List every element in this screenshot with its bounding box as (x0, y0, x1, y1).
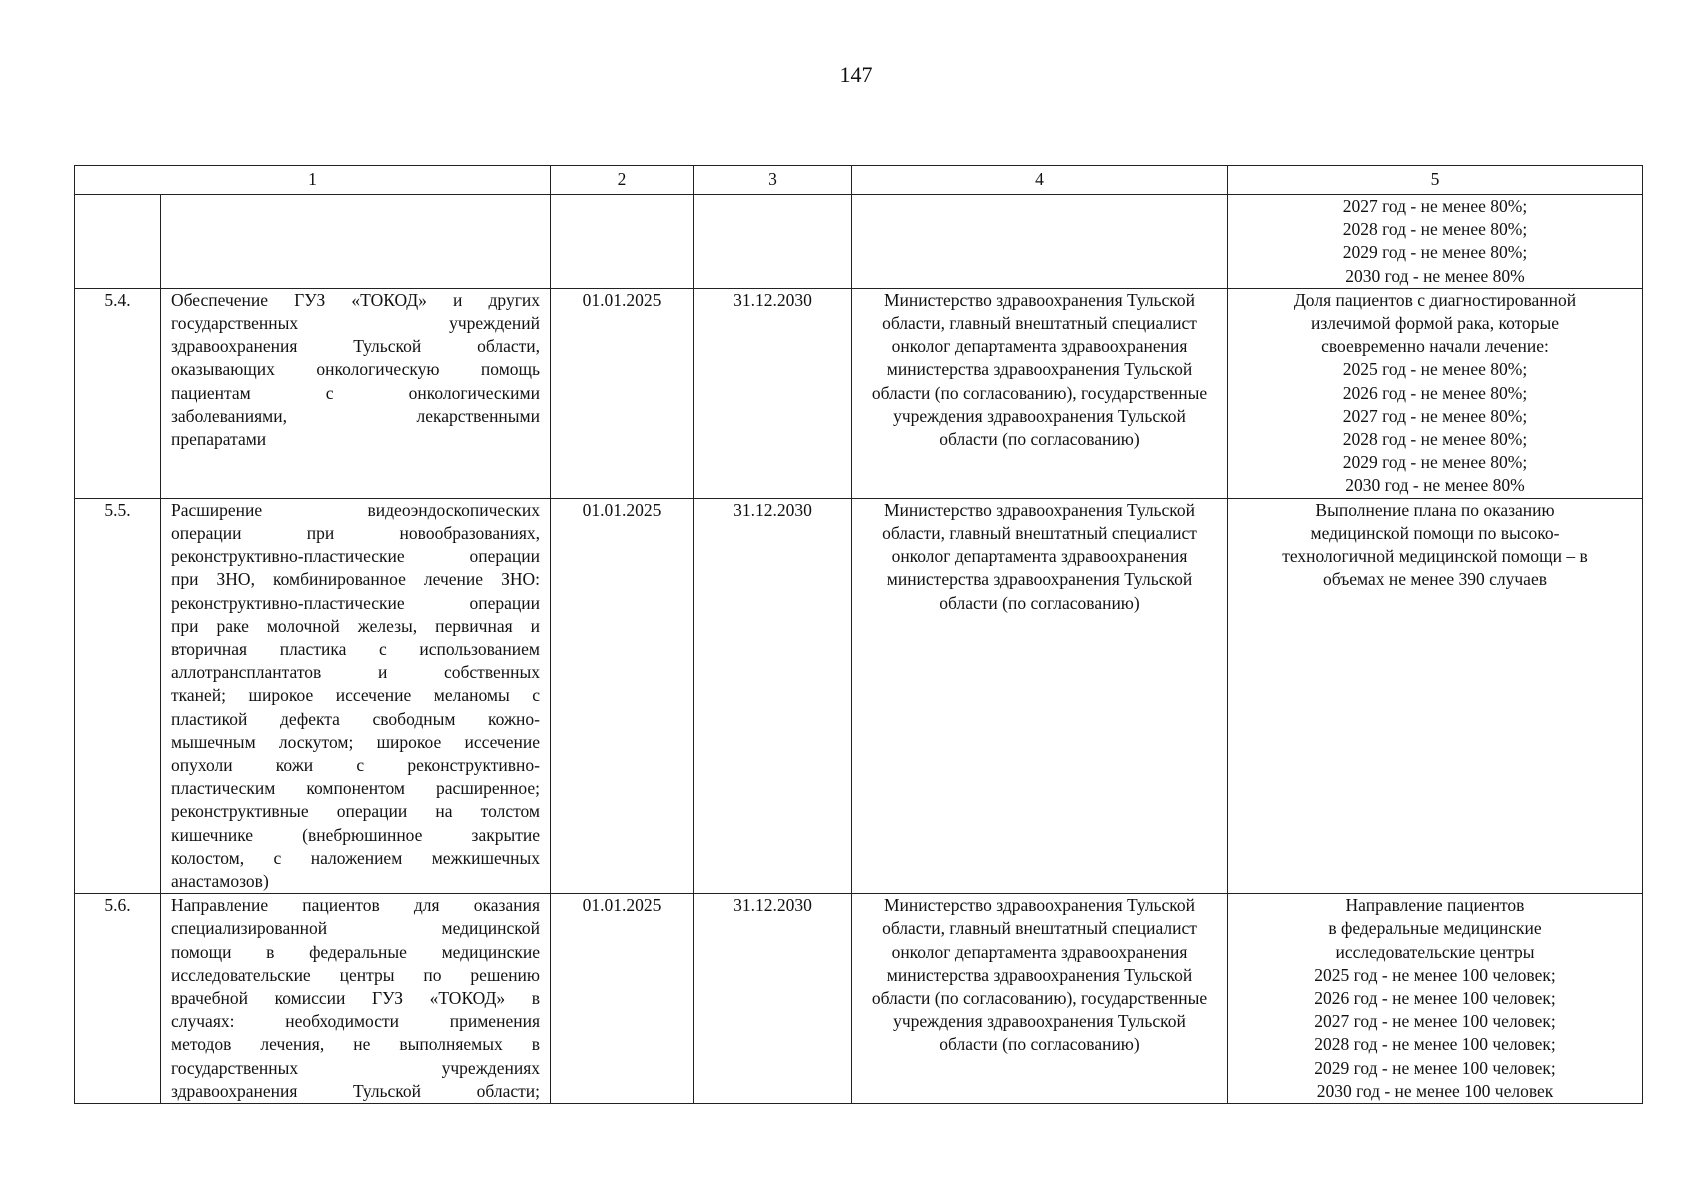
header-col-5: 5 (1228, 166, 1643, 195)
header-col-1: 1 (75, 166, 551, 195)
description-line: Направление пациентов для оказания (171, 895, 540, 916)
description-line: реконструктивные операции на толстом (171, 801, 540, 822)
start-date: 01.01.2025 (551, 498, 694, 893)
description-line: мышечным лоскутом; широкое иссечение (171, 731, 540, 752)
description-line: оказывающих онкологическую помощь (171, 359, 540, 380)
description-line: тканей; широкое иссечение меланомы с (171, 685, 540, 706)
header-col-2: 2 (551, 166, 694, 195)
description-line: опухоли кожи с реконструктивно- (171, 755, 540, 776)
description-line: специализированной медицинской (171, 918, 540, 939)
description-line: методов лечения, не выполняемых в (171, 1034, 540, 1055)
row-number: 5.4. (75, 288, 161, 498)
result-line: 2029 год - не менее 80%; (1342, 242, 1528, 263)
description-line: реконструктивно-пластические операции (171, 592, 540, 613)
end-date: 31.12.2030 (694, 498, 852, 893)
start-date (551, 195, 694, 289)
description-line: операции при новообразованиях, (171, 523, 540, 544)
responsible-executor (852, 195, 1228, 289)
result-line: 2028 год - не менее 80%; (1342, 219, 1528, 240)
result-line: 2026 год - не менее 100 человек; (1314, 988, 1556, 1009)
result-line: Направление пациентов (1345, 895, 1525, 916)
start-date: 01.01.2025 (551, 288, 694, 498)
expected-result (1228, 498, 1643, 893)
description-line: реконструктивно-пластические операции (171, 546, 540, 567)
result-line: 2030 год - не менее 100 человек (1316, 1080, 1554, 1101)
description-line: заболеваниями, лекарственными (171, 405, 540, 426)
result-line: 2025 год - не менее 100 человек; (1314, 964, 1556, 985)
result-line: 2029 год - не менее 100 человек; (1314, 1057, 1556, 1078)
expected-result (1228, 288, 1643, 498)
description-line: препаратами (171, 429, 267, 450)
description-line: вторичная пластика с использованием (171, 639, 540, 660)
result-line: в федеральные медицинские (1328, 918, 1542, 939)
table-row (75, 498, 1643, 893)
description-line: врачебной комиссии ГУЗ «ТОКОД» в (171, 988, 540, 1009)
description-line: государственных учреждениях (171, 1057, 540, 1078)
description-line: колостом, с наложением межкишечных (171, 847, 540, 868)
result-line: 2026 год - не менее 80%; (1342, 382, 1528, 403)
description-line: пластикой дефекта свободным кожно- (171, 708, 540, 729)
description-line: анастамозов) (171, 871, 269, 892)
page-number: 147 (839, 62, 873, 87)
measure-description (161, 498, 551, 893)
description-line: пациентам с онкологическими (171, 382, 540, 403)
result-line: 2027 год - не менее 80%; (1342, 196, 1528, 216)
description-line: здравоохранения Тульской области, (171, 336, 540, 357)
result-line: Доля пациентов с диагностированной (1293, 289, 1577, 310)
result-line: 2028 год - не менее 100 человек; (1314, 1034, 1556, 1055)
result-line: 2027 год - не менее 100 человек; (1314, 1011, 1556, 1032)
table-row (75, 894, 1643, 1104)
result-line: исследовательские центры (1335, 941, 1535, 962)
description-line: при ЗНО, комбинированное лечение ЗНО: (171, 569, 540, 590)
description-line: Расширение видеоэндоскопических (171, 499, 540, 520)
end-date: 31.12.2030 (694, 894, 852, 1104)
result-line: медицинской помощи по высоко- (1310, 523, 1560, 544)
result-line: 2030 год - не менее 80% (1345, 475, 1525, 496)
description-line: при раке молочной железы, первичная и (171, 615, 540, 636)
description-line: Обеспечение ГУЗ «ТОКОД» и других (171, 289, 540, 310)
responsible-executor: Министерство здравоохранения Тульской области, главный внештатный специалист онколог департамента здравоохранения министерства здравоохранения Тульской области (по согласованию), государственные учреждения здравоохранения Тульской области (по согласованию) (852, 894, 1228, 1104)
measure-description (161, 288, 551, 498)
result-line: 2030 год - не менее 80% (1345, 265, 1525, 286)
measure-description (161, 195, 551, 289)
description-line: здравоохранения Тульской области; (171, 1080, 540, 1101)
expected-result (1228, 195, 1643, 289)
end-date: 31.12.2030 (694, 288, 852, 498)
table-row (75, 288, 1643, 498)
table-row (75, 195, 1643, 289)
row-number (75, 195, 161, 289)
description-line: аллотрансплантатов и собственных (171, 662, 540, 683)
result-line: излечимой формой рака, которые (1310, 313, 1560, 334)
result-line: 2025 год - не менее 80%; (1342, 359, 1528, 380)
measure-description (161, 894, 551, 1104)
responsible-executor: Министерство здравоохранения Тульской области, главный внештатный специалист онколог департамента здравоохранения министерства здравоохранения Тульской области (по согласованию), государственные учреждения здравоохранения Тульской области (по согласованию) (852, 288, 1228, 498)
description-line: государственных учреждений (171, 313, 540, 334)
header-col-4: 4 (852, 166, 1228, 195)
end-date (694, 195, 852, 289)
start-date: 01.01.2025 (551, 894, 694, 1104)
result-line: технологичной медицинской помощи – в (1282, 546, 1588, 567)
expected-result (1228, 894, 1643, 1104)
result-line: объемах не менее 390 случаев (1323, 569, 1547, 590)
description-line: исследовательские центры по решению (171, 964, 540, 985)
description-line: случаях: необходимости применения (171, 1011, 540, 1032)
result-line: своевременно начали лечение: (1321, 336, 1549, 357)
result-line: Выполнение плана по оказанию (1315, 499, 1555, 520)
result-line: 2029 год - не менее 80%; (1342, 452, 1528, 473)
header-col-3: 3 (694, 166, 852, 195)
header-row (75, 166, 1643, 195)
result-line: 2028 год - не менее 80%; (1342, 429, 1528, 450)
result-line: 2027 год - не менее 80%; (1342, 405, 1528, 426)
description-line: кишечнике (внебрюшинное закрытие (171, 824, 540, 845)
measures-table (74, 165, 1643, 1104)
responsible-executor: Министерство здравоохранения Тульской области, главный внештатный специалист онколог департамента здравоохранения министерства здравоохранения Тульской области (по согласованию) (852, 498, 1228, 893)
row-number: 5.6. (75, 894, 161, 1104)
description-line: пластическим компонентом расширенное; (171, 778, 540, 799)
row-number: 5.5. (75, 498, 161, 893)
description-line: помощи в федеральные медицинские (171, 941, 540, 962)
